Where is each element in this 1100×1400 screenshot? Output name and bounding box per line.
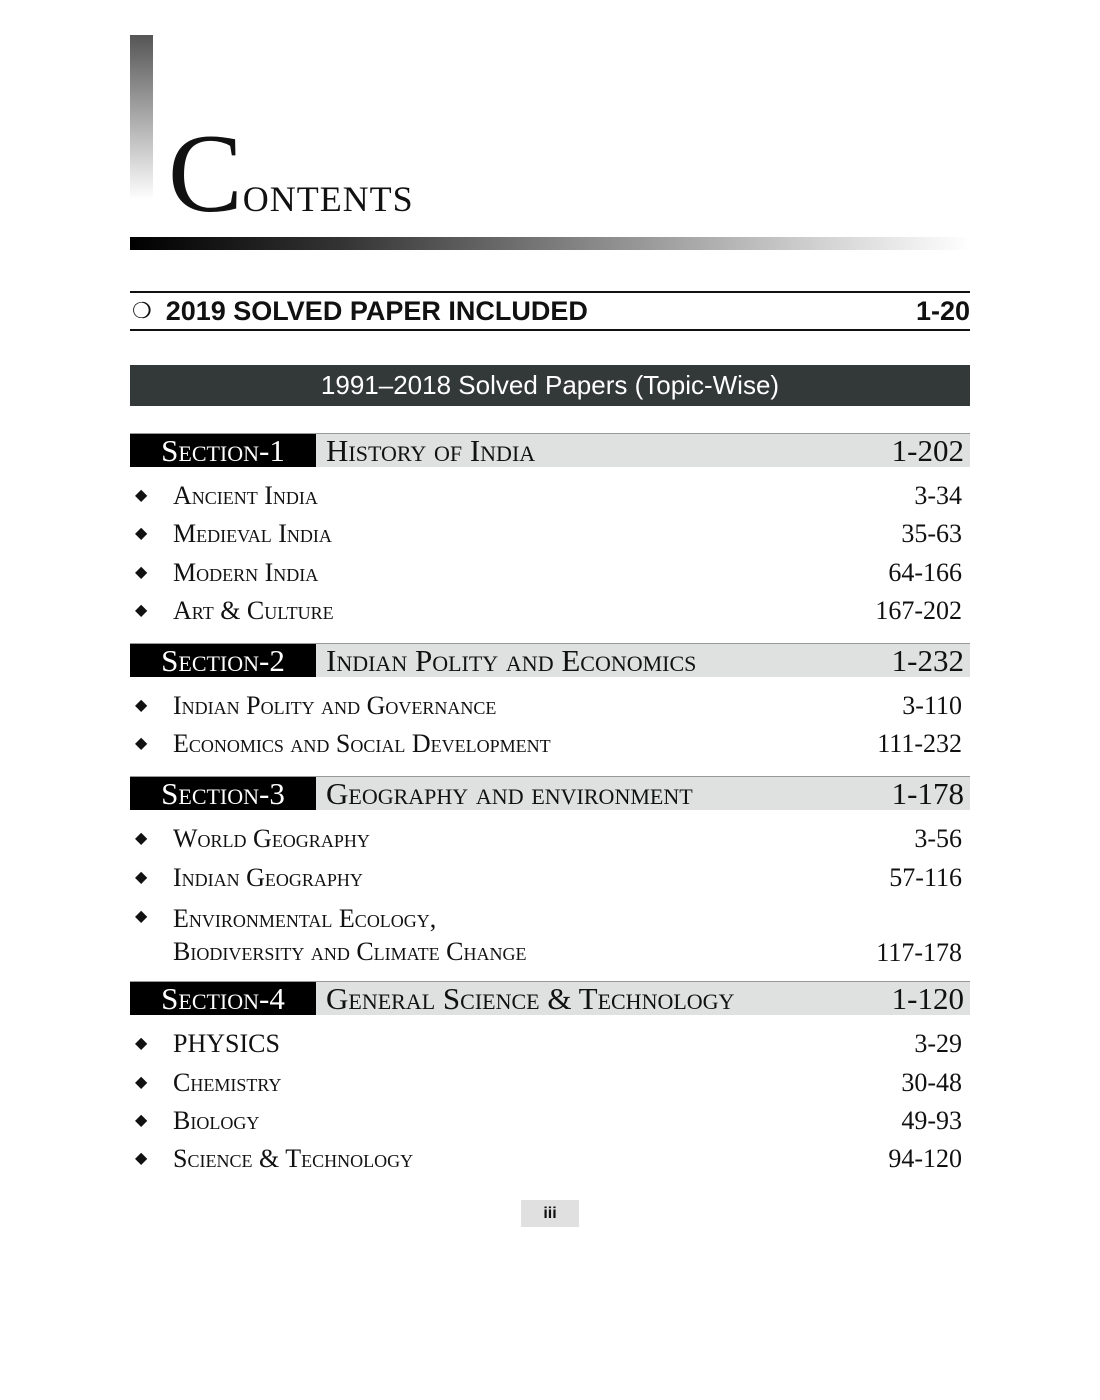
toc-item[interactable] [130, 824, 962, 854]
diamond-bullet-icon: ◆ [135, 908, 148, 925]
page-number [521, 1200, 579, 1227]
section-pages: 1-232 [891, 643, 964, 678]
section-name: History of India [326, 433, 536, 468]
title-initial: C [168, 112, 243, 236]
toc-item-pages: 3-110 [902, 691, 962, 720]
section-pages: 1-120 [891, 981, 964, 1016]
circle-bullet-icon: ❍ [132, 298, 152, 323]
section-header-3[interactable] [130, 776, 970, 810]
diamond-bullet-icon: ◆ [135, 735, 148, 752]
toc-item[interactable] [130, 596, 962, 626]
section-tag: Section-2 [130, 644, 316, 677]
toc-item-pages: 111-232 [877, 729, 962, 758]
toc-item[interactable] [130, 1068, 962, 1098]
toc-item-pages: 64-166 [888, 558, 962, 587]
section-header-2[interactable] [130, 643, 970, 677]
toc-item-label: Science & Technology [173, 1144, 414, 1173]
toc-item[interactable] [130, 863, 962, 893]
diamond-bullet-icon: ◆ [135, 1112, 148, 1129]
toc-item[interactable] [130, 481, 962, 511]
toc-item-label-line2: Biodiversity and Climate Change [173, 937, 527, 966]
toc-item-pages: 94-120 [888, 1144, 962, 1173]
toc-item-pages: 49-93 [901, 1106, 962, 1135]
solved-paper-pages: 1-20 [915, 295, 970, 326]
diamond-bullet-icon: ◆ [135, 564, 148, 581]
section-header-4[interactable] [130, 981, 970, 1015]
section-tag: Section-3 [130, 777, 316, 810]
diamond-bullet-icon: ◆ [135, 1150, 148, 1167]
toc-item-label: Medieval India [173, 519, 332, 548]
solved-paper-label: 2019 SOLVED PAPER INCLUDED [165, 295, 588, 326]
page-title [168, 112, 414, 236]
title-rest: ontents [242, 166, 414, 223]
toc-item-label: Art & Culture [173, 596, 334, 625]
diamond-bullet-icon: ◆ [135, 1035, 148, 1052]
toc-item-label: PHYSICS [173, 1029, 280, 1058]
toc-item[interactable] [130, 1144, 962, 1174]
diamond-bullet-icon: ◆ [135, 697, 148, 714]
toc-item-label: Indian Geography [173, 863, 363, 892]
section-tag: Section-1 [130, 434, 316, 467]
toc-item[interactable] [130, 729, 962, 759]
section-pages: 1-178 [891, 776, 964, 811]
diamond-bullet-icon: ◆ [135, 1074, 148, 1091]
toc-item[interactable] [130, 1106, 962, 1136]
toc-item[interactable] [130, 691, 962, 721]
section-tag: Section-4 [130, 982, 316, 1015]
section-name: Geography and environment [326, 776, 693, 811]
toc-item-pages: 117-178 [876, 938, 962, 967]
page-number-text: iii [543, 1204, 557, 1222]
toc-item-label: World Geography [173, 824, 370, 853]
toc-item-label: Indian Polity and Governance [173, 691, 497, 720]
decorative-vertical-bar [130, 35, 153, 200]
toc-item[interactable] [130, 558, 962, 588]
diamond-bullet-icon: ◆ [135, 602, 148, 619]
topic-wise-banner [130, 365, 970, 406]
toc-item-label: Ancient India [173, 481, 318, 510]
section-pages: 1-202 [891, 433, 964, 468]
toc-item-pages: 3-29 [914, 1029, 962, 1058]
toc-item-pages: 35-63 [901, 519, 962, 548]
banner-text: 1991–2018 Solved Papers (Topic-Wise) [320, 370, 780, 400]
toc-item-pages: 167-202 [875, 596, 962, 625]
toc-item[interactable] [130, 1029, 962, 1059]
toc-item-label: Economics and Social Development [173, 729, 551, 758]
toc-item-pages: 3-56 [914, 824, 962, 853]
section-name: Indian Polity and Economics [326, 643, 697, 678]
toc-item[interactable] [130, 902, 962, 968]
toc-item-label: Modern India [173, 558, 319, 587]
diamond-bullet-icon: ◆ [135, 830, 148, 847]
toc-item-label: Biology [173, 1106, 260, 1135]
solved-paper-2019-row[interactable] [130, 291, 970, 331]
toc-item[interactable] [130, 519, 962, 549]
toc-item-pages: 57-116 [889, 863, 962, 892]
section-header-1[interactable] [130, 433, 970, 467]
diamond-bullet-icon: ◆ [135, 487, 148, 504]
section-name: General Science & Technology [326, 981, 735, 1016]
diamond-bullet-icon: ◆ [135, 525, 148, 542]
diamond-bullet-icon: ◆ [135, 869, 148, 886]
toc-item-label: Environmental Ecology, [173, 904, 437, 933]
decorative-horizontal-bar [130, 237, 970, 250]
toc-item-pages: 30-48 [901, 1068, 962, 1097]
toc-item-pages: 3-34 [914, 481, 962, 510]
toc-item-label: Chemistry [173, 1068, 282, 1097]
